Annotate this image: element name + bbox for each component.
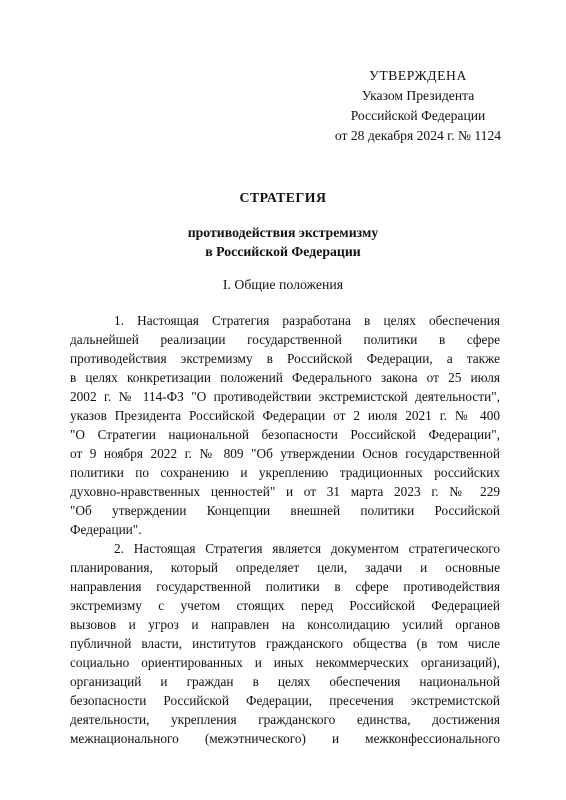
title-subtitle-2: в Российской Федерации (205, 244, 361, 259)
paragraph-line: указов Президента Российской Федерации от 2 июля 2021 г. № 400 (70, 408, 500, 423)
paragraph-line: направления государственной политики в сфере противодействия (70, 579, 500, 594)
approval-stamp (300, 66, 536, 146)
paragraph-line: противодействия экстремизму в Российской Федерации, а также (70, 351, 500, 366)
paragraph-line: деятельности, укрепления гражданского единства, достижения (70, 712, 500, 727)
paragraph-line: 1. Настоящая Стратегия разработана в целях обеспечения (114, 313, 500, 328)
paragraph-line: 2. Настоящая Стратегия является документом стратегического (114, 541, 500, 556)
approval-issuer: Указом Президента (361, 88, 475, 103)
paragraph-line: "О Стратегии национальной безопасности Российской Федерации", (70, 427, 500, 442)
paragraph-line: планирования, который определяет цели, задачи и основные (70, 560, 500, 575)
paragraph-line: политики по сохранению и укреплению традиционных российских (70, 465, 500, 480)
paragraph-line: "Об утверждении Концепции внешней политики Российской (70, 503, 500, 518)
paragraph-line: социально ориентированных и иных некоммерческих организаций), (70, 655, 500, 670)
paragraph-line: 2002 г. № 114-ФЗ "О противодействии экстремистской деятельности", (70, 389, 500, 404)
paragraph-1 (70, 311, 500, 539)
paragraph-line: экстремизму с учетом стоящих перед Российской Федерацией (70, 598, 500, 613)
document-title (0, 188, 566, 261)
paragraph-line: публичной власти, институтов гражданского общества (в том числе (70, 636, 500, 651)
approval-status: УТВЕРЖДЕНА (369, 68, 467, 83)
paragraph-line: организаций и граждан в целях обеспечения национальной (70, 674, 500, 689)
title-subtitle-1: противодействия экстремизму (187, 225, 379, 240)
paragraph-line: духовно-нравственных ценностей" и от 31 марта 2023 г. № 229 (70, 484, 500, 499)
paragraph-line: дальнейшей реализации государственной политики в сфере (70, 332, 500, 347)
paragraph-line: Федерации". (70, 522, 142, 537)
paragraph-line: безопасности Российской Федерации, пресечения экстремистской (70, 693, 500, 708)
paragraph-2 (70, 539, 500, 748)
paragraph-line: вызовов и угроз и направлен на консолидацию усилий органов (70, 617, 500, 632)
paragraph-line: в целях конкретизации положений Федерального закона от 25 июля (70, 370, 500, 385)
approval-issuer-country: Российской Федерации (350, 108, 486, 123)
document-body (70, 311, 500, 748)
section-heading: I. Общие положения (222, 277, 344, 292)
paragraph-line: межнационального (межэтнического) и межконфессионального (70, 731, 500, 746)
title-main: СТРАТЕГИЯ (239, 190, 327, 205)
paragraph-line: от 9 ноября 2022 г. № 809 "Об утверждении Основ государственной (70, 446, 500, 461)
approval-date-number: от 28 декабря 2024 г. № 1124 (334, 128, 502, 143)
